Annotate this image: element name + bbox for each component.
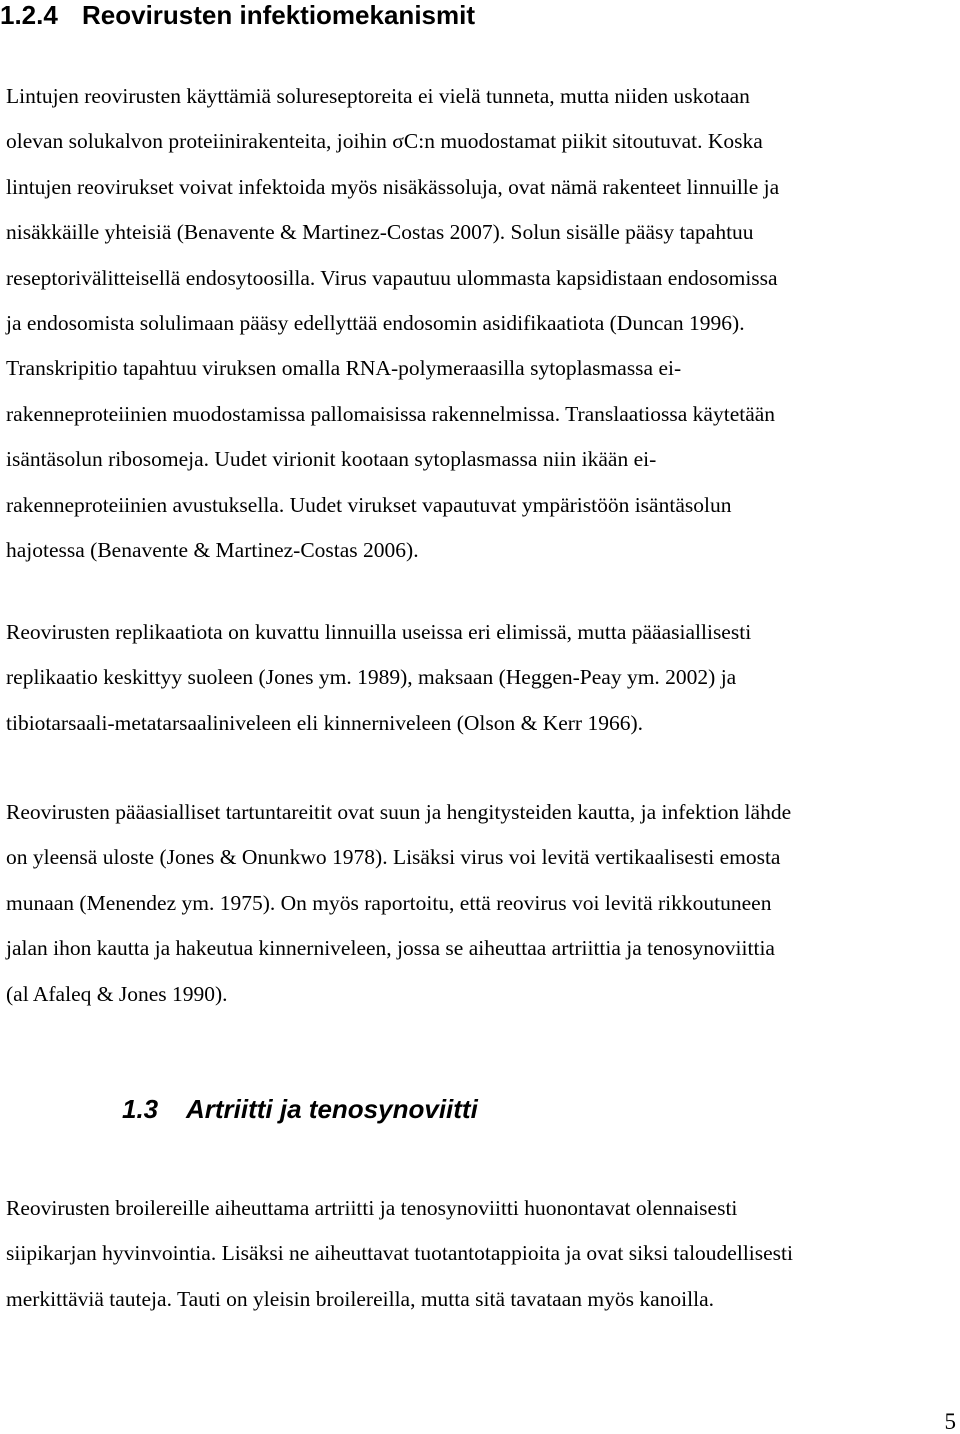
text-line: Reovirusten pääasialliset tartuntareitit ovat suun ja hengitysteiden kautta, ja infektion lähde (6, 800, 792, 824)
paragraph-infection-mechanism (6, 74, 779, 573)
text-line: jalan ihon kautta ja hakeutua kinnerniveleen, jossa se aiheuttaa artriittia ja tenosynoviittia (6, 936, 775, 961)
text-line: hajotessa (Benavente & Martinez-Costas 2006). (6, 538, 419, 563)
text-line: munaan (Menendez ym. 1975). On myös raportoitu, että reovirus voi levitä rikkoutuneen (6, 890, 772, 915)
text-line: on yleensä uloste (Jones & Onunkwo 1978). Lisäksi virus voi levitä vertikaalisesti emosta (6, 845, 781, 870)
section-heading (0, 0, 475, 30)
chapter-number: 1.3 (122, 1094, 159, 1124)
text-line: Lintujen reovirusten käyttämiä solureseptoreita ei vielä tunneta, mutta niiden uskotaan (6, 84, 750, 108)
chapter-title: Artriitti ja tenosynoviitti (186, 1094, 478, 1124)
text-line: replikaatio keskittyy suoleen (Jones ym. 1989), maksaan (Heggen-Peay ym. 2002) ja (6, 665, 737, 690)
text-line: Transkripitio tapahtuu viruksen omalla RNA-polymeraasilla sytoplasmassa ei- (6, 356, 682, 381)
text-line: Reovirusten broilereille aiheuttama artriitti ja tenosynoviitti huonontavat olennaisesti (6, 1196, 738, 1220)
text-line: merkittäviä tauteja. Tauti on yleisin broilereilla, mutta sitä tavataan myös kanoilla. (6, 1286, 714, 1311)
text-line: siipikarjan hyvinvointia. Lisäksi ne aiheuttavat tuotantotappioita ja ovat siksi taloudellisesti (6, 1241, 793, 1266)
paragraph-replication (6, 610, 751, 746)
text-line: ja endosomista solulimaan pääsy edellyttää endosomin asidifikaatiota (Duncan 1996). (6, 311, 745, 336)
section-title: Reovirusten infektiomekanismit (82, 0, 475, 30)
text-line: rakenneproteiinien muodostamissa pallomaisissa rakennelmissa. Translaatiossa käytetään (6, 401, 776, 426)
chapter-heading (122, 1094, 478, 1124)
text-line: Reovirusten replikaatiota on kuvattu linnuilla useissa eri elimissä, mutta pääasiallisesti (6, 620, 752, 644)
text-line: olevan solukalvon proteiinirakenteita, joihin σC:n muodostamat piikit sitoutuvat. Koska (6, 129, 763, 154)
text-line: (al Afaleq & Jones 1990). (6, 981, 228, 1006)
text-line: tibiotarsaali-metatarsaaliniveleen eli kinnerniveleen (Olson & Kerr 1966). (6, 710, 644, 735)
text-line: isäntäsolun ribosomeja. Uudet virionit kootaan sytoplasmassa niin ikään ei- (6, 447, 657, 472)
paragraph-arthritis (6, 1186, 793, 1322)
text-line: nisäkkäille yhteisiä (Benavente & Martinez-Costas 2007). Solun sisälle pääsy tapahtuu (6, 220, 754, 245)
text-line: lintujen reovirukset voivat infektoida myös nisäkässoluja, ovat nämä rakenteet linnuille ja (6, 174, 780, 199)
section-number: 1.2.4 (0, 0, 58, 30)
text-line: rakenneproteiinien avustuksella. Uudet virukset vapautuvat ympäristöön isäntäsolun (6, 492, 732, 517)
text-line: reseptorivälitteisellä endosytoosilla. Virus vapautuu ulommasta kapsidistaan endosomissa (6, 265, 778, 290)
paragraph-transmission (6, 790, 791, 1017)
page-number: 5 (944, 1409, 956, 1434)
